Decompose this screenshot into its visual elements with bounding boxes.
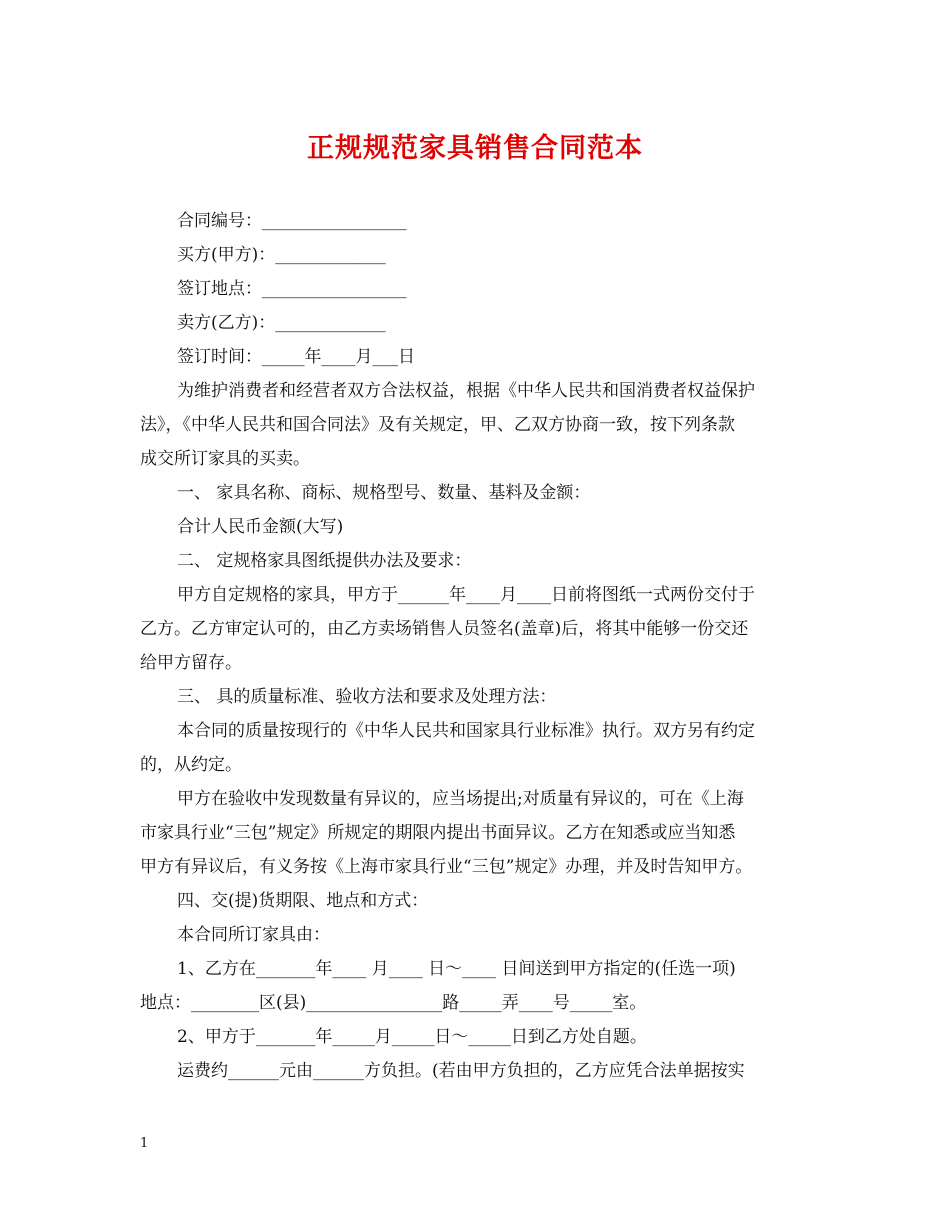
paragraph-line: 甲方自定规格的家具，甲方于______年____月____日前将图纸一式两份交付于 (177, 585, 755, 605)
paragraph-line: 合计人民币金额(大写) (177, 517, 344, 537)
section-heading: 二、 定规格家具图纸提供办法及要求： (177, 551, 472, 571)
signing-place-line: 签订地点：_________________ (177, 279, 407, 299)
seller-line: 卖方(乙方)：_____________ (177, 313, 386, 333)
paragraph-line: 给甲方留存。 (140, 653, 242, 673)
paragraph-line: 乙方。乙方审定认可的，由乙方卖场销售人员签名(盖章)后，将其中能够一份交还 (140, 619, 749, 639)
section-heading: 四、交(提)货期限、地点和方式： (177, 891, 429, 911)
section-heading: 一、 家具名称、商标、规格型号、数量、基料及金额： (177, 483, 591, 503)
paragraph-line: 法》，《中华人民共和国合同法》及有关规定，甲、乙双方协商一致，按下列条款 (140, 415, 735, 435)
section-heading: 三、 具的质量标准、验收方法和要求及处理方法： (177, 687, 557, 707)
paragraph-line: 地点：________区(县)________________路_____弄____号_____室。 (140, 993, 647, 1013)
page-number: 1 (140, 1136, 149, 1151)
paragraph-line: 甲方有异议后，有义务按《上海市家具行业“三包”规定》办理，并及时告知甲方。 (140, 857, 753, 877)
paragraph-line: 本合同的质量按现行的《中华人民共和国家具行业标准》执行。双方另有约定 (177, 721, 755, 741)
paragraph-line: 为维护消费者和经营者双方合法权益，根据《中华人民共和国消费者权益保护 (177, 381, 755, 401)
paragraph-line: 运费约______元由______方负担。(若由甲方负担的，乙方应凭合法单据按实 (177, 1061, 745, 1081)
contract-number-line: 合同编号：_________________ (177, 211, 407, 231)
paragraph-line: 本合同所订家具由： (177, 925, 330, 945)
paragraph-line: 的，从约定。 (140, 755, 242, 775)
paragraph-line: 市家具行业“三包”规定》所规定的期限内提出书面异议。乙方在知悉或应当知悉 (140, 823, 736, 843)
paragraph-line: 2、甲方于_______年_____月_____日～_____日到乙方处自题。 (177, 1027, 647, 1047)
paragraph-line: 1、乙方在_______年____ 月____ 日～____ 日间送到甲方指定的(任选一项) (177, 959, 736, 979)
paragraph-line: 成交所订家具的买卖。 (140, 449, 310, 469)
buyer-line: 买方(甲方)：_____________ (177, 245, 386, 265)
signing-time-line: 签订时间：_____年____月___日 (177, 347, 415, 367)
document-title: 正规规范家具销售合同范本 (307, 133, 643, 164)
paragraph-line: 甲方在验收中发现数量有异议的，应当场提出;对质量有异议的，可在《上海 (177, 789, 744, 809)
